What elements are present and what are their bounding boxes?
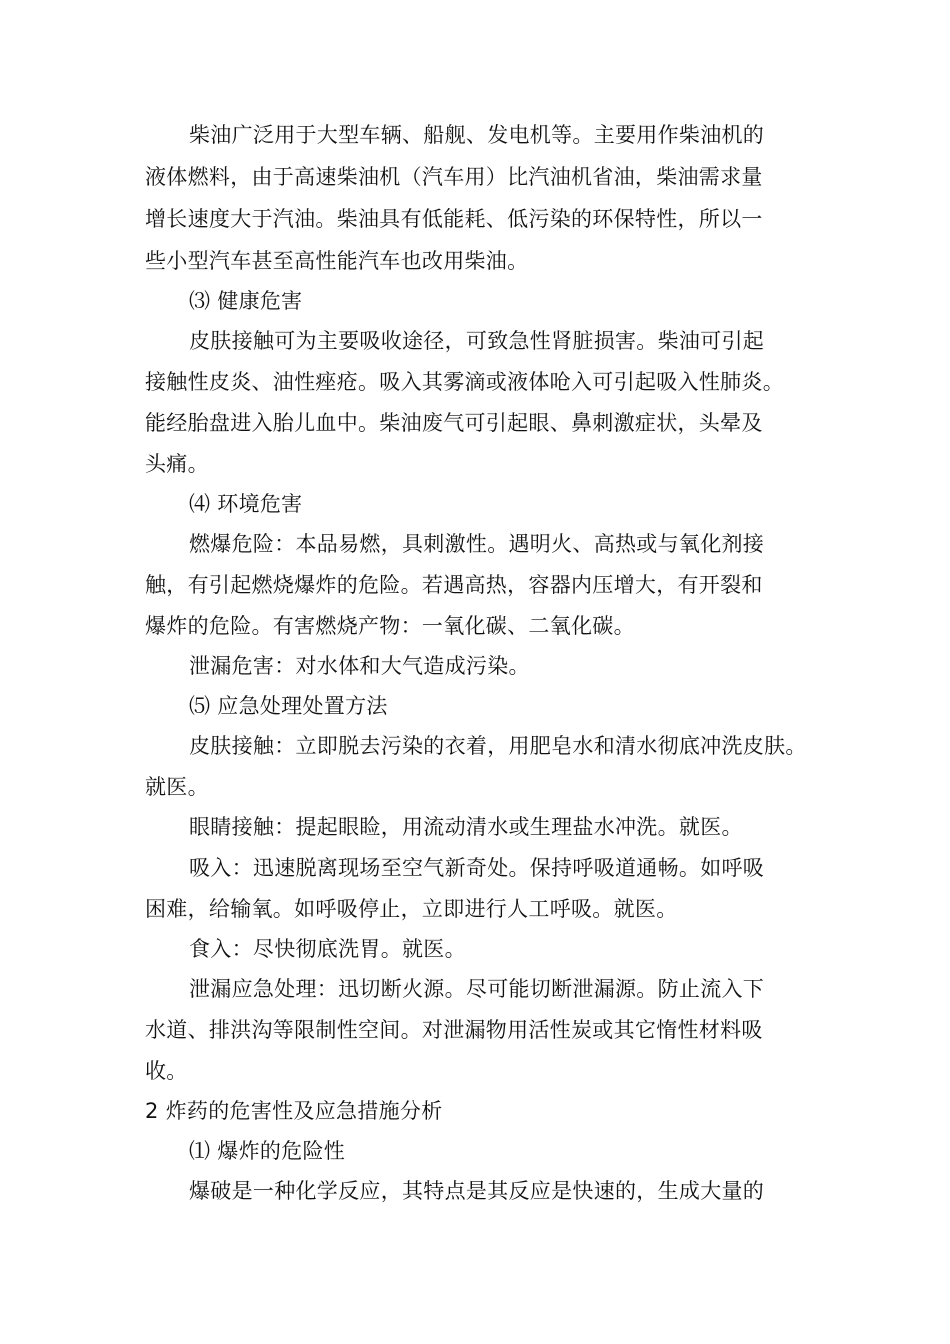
paragraph-line: 液体燃料，由于高速柴油机（汽车用）比汽油机省油，柴油需求量 <box>145 165 763 189</box>
paragraph-line: 爆破是一种化学反应，其特点是其反应是快速的，生成大量的 <box>189 1179 765 1203</box>
paragraph-line: 皮肤接触可为主要吸收途径，可致急性肾脏损害。柴油可引起 <box>189 329 765 353</box>
paragraph-line: 水道、排洪沟等限制性空间。对泄漏物用活性炭或其它惰性材料吸 <box>145 1018 763 1042</box>
paragraph-line: 能经胎盘进入胎儿血中。柴油废气可引起眼、鼻刺激症状，头晕及 <box>145 411 763 435</box>
section-heading: ⑸ 应急处理处置方法 <box>189 694 388 718</box>
paragraph-line: 触，有引起燃烧爆炸的危险。若遇高热，容器内压增大，有开裂和 <box>145 573 763 597</box>
paragraph-line: 困难，给输氧。如呼吸停止，立即进行人工呼吸。就医。 <box>145 897 678 921</box>
section-heading: ⑶ 健康危害 <box>189 289 303 313</box>
paragraph-line: 增长速度大于汽油。柴油具有低能耗、低污染的环保特性，所以一 <box>145 207 763 231</box>
paragraph-line: 吸入：迅速脱离现场至空气新奇处。保持呼吸道通畅。如呼吸 <box>189 856 765 880</box>
paragraph-line: 些小型汽车甚至高性能汽车也改用柴油。 <box>145 249 529 273</box>
paragraph-line: 食入：尽快彻底洗胃。就医。 <box>189 937 466 961</box>
paragraph-line: 接触性皮炎、油性痤疮。吸入其雾滴或液体呛入可引起吸入性肺炎。 <box>145 370 784 394</box>
paragraph-line: 皮肤接触：立即脱去污染的衣着，用肥皂水和清水彻底冲洗皮肤。 <box>189 734 807 758</box>
section-heading: ⑷ 环境危害 <box>189 492 303 516</box>
paragraph-line: 泄漏应急处理：迅切断火源。尽可能切断泄漏源。防止流入下 <box>189 977 765 1001</box>
paragraph-line: 燃爆危险：本品易燃，具刺激性。遇明火、高热或与氧化剂接 <box>189 532 765 556</box>
paragraph-line: 收。 <box>145 1059 188 1083</box>
paragraph-line: 就医。 <box>145 775 209 799</box>
paragraph-line: 眼睛接触：提起眼睑，用流动清水或生理盐水冲洗。就医。 <box>189 815 743 839</box>
paragraph-line: 头痛。 <box>145 452 209 476</box>
section-heading: ⑴ 爆炸的危险性 <box>189 1139 346 1163</box>
paragraph-line: 爆炸的危险。有害燃烧产物：一氧化碳、二氧化碳。 <box>145 614 635 638</box>
section-title: 2 炸药的危害性及应急措施分析 <box>145 1099 443 1123</box>
paragraph-line: 柴油广泛用于大型车辆、船舰、发电机等。主要用作柴油机的 <box>189 123 765 147</box>
paragraph-line: 泄漏危害：对水体和大气造成污染。 <box>189 654 530 678</box>
